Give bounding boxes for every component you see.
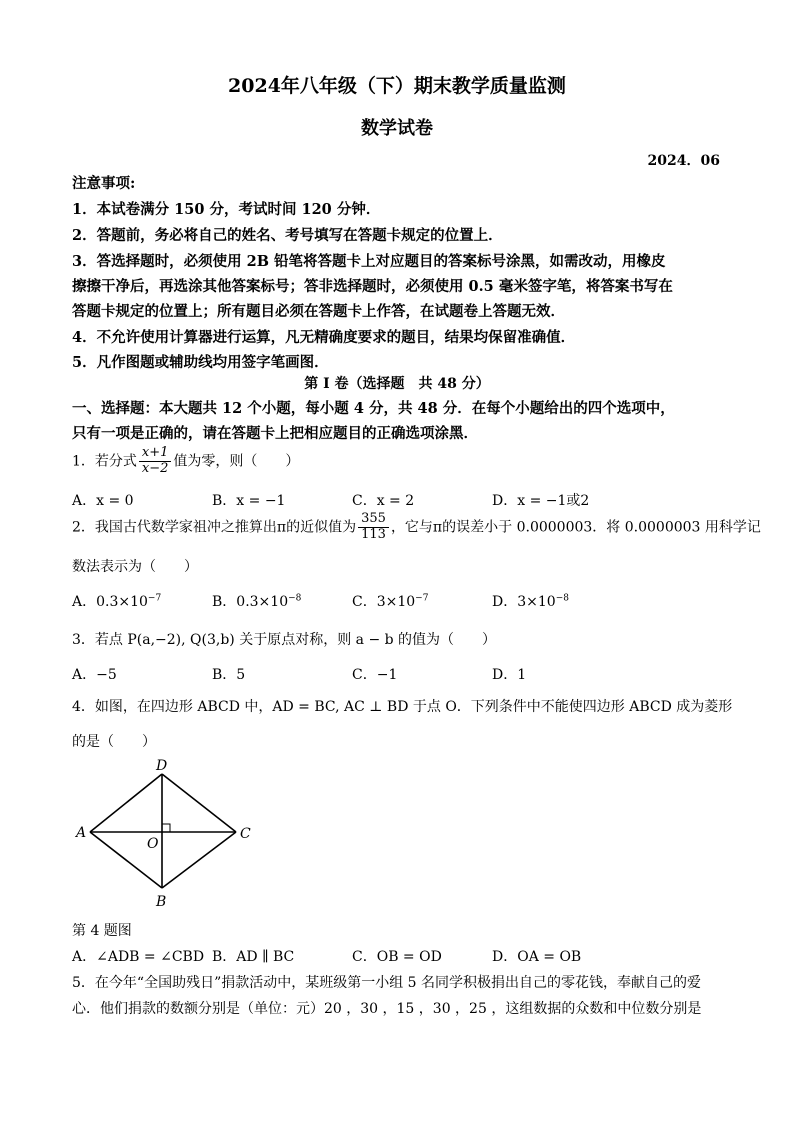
q3-option-a: A．−5 [72, 667, 117, 683]
label-a: A [76, 825, 87, 841]
q2-option-d: D．$3\times 10^{-8}$ [492, 593, 569, 610]
q1-option-b: B．x = −1 [212, 493, 286, 509]
notice-line-3a: 3．答选择题时，必须使用 2B 铅笔将答题卡上对应题目的答案标号涂黑，如需改动，用橡皮 [72, 253, 666, 270]
edge-cb [162, 832, 236, 888]
label-d: D [156, 758, 168, 774]
q2-fraction [358, 512, 389, 543]
label-c: C [240, 826, 251, 842]
q1-option-a: A．x = 0 [72, 493, 134, 509]
q1-fraction [139, 446, 172, 477]
q2-pre: 2．我国古代数学家祖冲之推算出π的近似值为 [72, 519, 357, 536]
notice-heading: 注意事项: [72, 175, 136, 192]
q4-option-b: B．AD ∥ BC [212, 949, 295, 965]
q1-option-c: C．x = 2 [352, 493, 415, 509]
label-o: O [147, 836, 159, 852]
notice-line-2: 2．答题前，务必将自己的姓名、考号填写在答题卡规定的位置上． [72, 227, 503, 244]
q2-option-a: A．$0.3\times 10^{-7}$ [72, 593, 162, 610]
q1-numerator: x+1 [139, 446, 172, 462]
q3-option-b: B．5 [212, 667, 246, 683]
q1-denominator: x−2 [141, 460, 169, 476]
q3-option-d: D．1 [492, 667, 527, 683]
q2-option-b: B．$0.3\times 10^{-8}$ [212, 593, 302, 610]
q4-option-c: C．OB = OD [352, 949, 442, 965]
exam-title: 2024年八年级（下）期末教学质量监测 [228, 75, 566, 97]
notice-line-3c: 答题卡规定的位置上；所有题目必须在答题卡上作答，在试题卷上答题无效． [72, 303, 565, 320]
q1-option-d: D．x = −1或2 [492, 493, 590, 509]
question-3: 3．若点 P(a,−2), Q(3,b) 关于原点对称，则 a − b 的值为（ ） [72, 632, 497, 648]
right-angle-mark [162, 824, 170, 832]
notice-line-4: 4．不允许使用计算器进行运算，凡无精确度要求的题目，结果均保留准确值． [72, 329, 576, 346]
exam-subtitle: 数学试卷 [361, 118, 433, 139]
question-5-line-2: 心．他们捐款的数额分别是（单位：元）20 ，30 ，15 ，30 ，25 ，这组数据的众数和中位数分别是 [72, 1001, 702, 1017]
q4-option-d: D．OA = OB [492, 949, 582, 965]
q2-post: ，它与π的误差小于 0.0000003．将 0.0000003 用科学记 [390, 519, 761, 536]
question-2 [72, 512, 761, 543]
q2-denominator: 113 [361, 526, 386, 542]
q2-option-c: C．$3\times 10^{-7}$ [352, 593, 429, 610]
notice-line-3b: 擦擦干净后，再选涂其他答案标号；答非选择题时，必须使用 0.5 毫米签字笔，将答案书写在 [72, 278, 673, 295]
edge-ad [90, 774, 162, 832]
q1-pre: 1．若分式 [72, 453, 137, 470]
question-4-line-2: 的是（ ） [72, 734, 156, 750]
figure-caption: 第 4 题图 [72, 923, 132, 939]
q2-line-2: 数法表示为（ ） [72, 559, 198, 575]
q1-post: 值为零，则（ ） [173, 453, 300, 470]
question-4-line-1: 4．如图，在四边形 ABCD 中，AD = BC, AC ⊥ BD 于点 O．下列条件中不能使四边形 ABCD 成为菱形 [72, 699, 733, 715]
q4-option-a: A．∠ADB = ∠CBD [72, 949, 205, 965]
exam-date: 2024．06 [647, 153, 720, 169]
edge-dc [162, 774, 236, 832]
section-intro-2: 只有一项是正确的，请在答题卡上把相应题目的正确选项涂黑． [72, 425, 478, 442]
question-5-line-1: 5．在今年“全国助残日”捐款活动中，某班级第一小组 5 名同学积极捐出自己的零花钱，奉献自己的爱 [72, 975, 702, 991]
section-title: 第 I 卷（选择题 共 48 分） [304, 376, 490, 392]
section-intro-1: 一、选择题：本大题共 12 个小题，每小题 4 分，共 48 分．在每个小题给出的四个选项中， [72, 400, 675, 417]
notice-line-5: 5．凡作图题或辅助线均用签字笔画图． [72, 354, 329, 371]
label-b: B [156, 894, 167, 910]
q2-numerator: 355 [358, 512, 389, 528]
question-1 [72, 446, 299, 477]
q3-option-c: C．−1 [352, 667, 398, 683]
rhombus-figure [70, 756, 270, 916]
notice-line-1: 1．本试卷满分 150 分，考试时间 120 分钟． [72, 201, 381, 218]
